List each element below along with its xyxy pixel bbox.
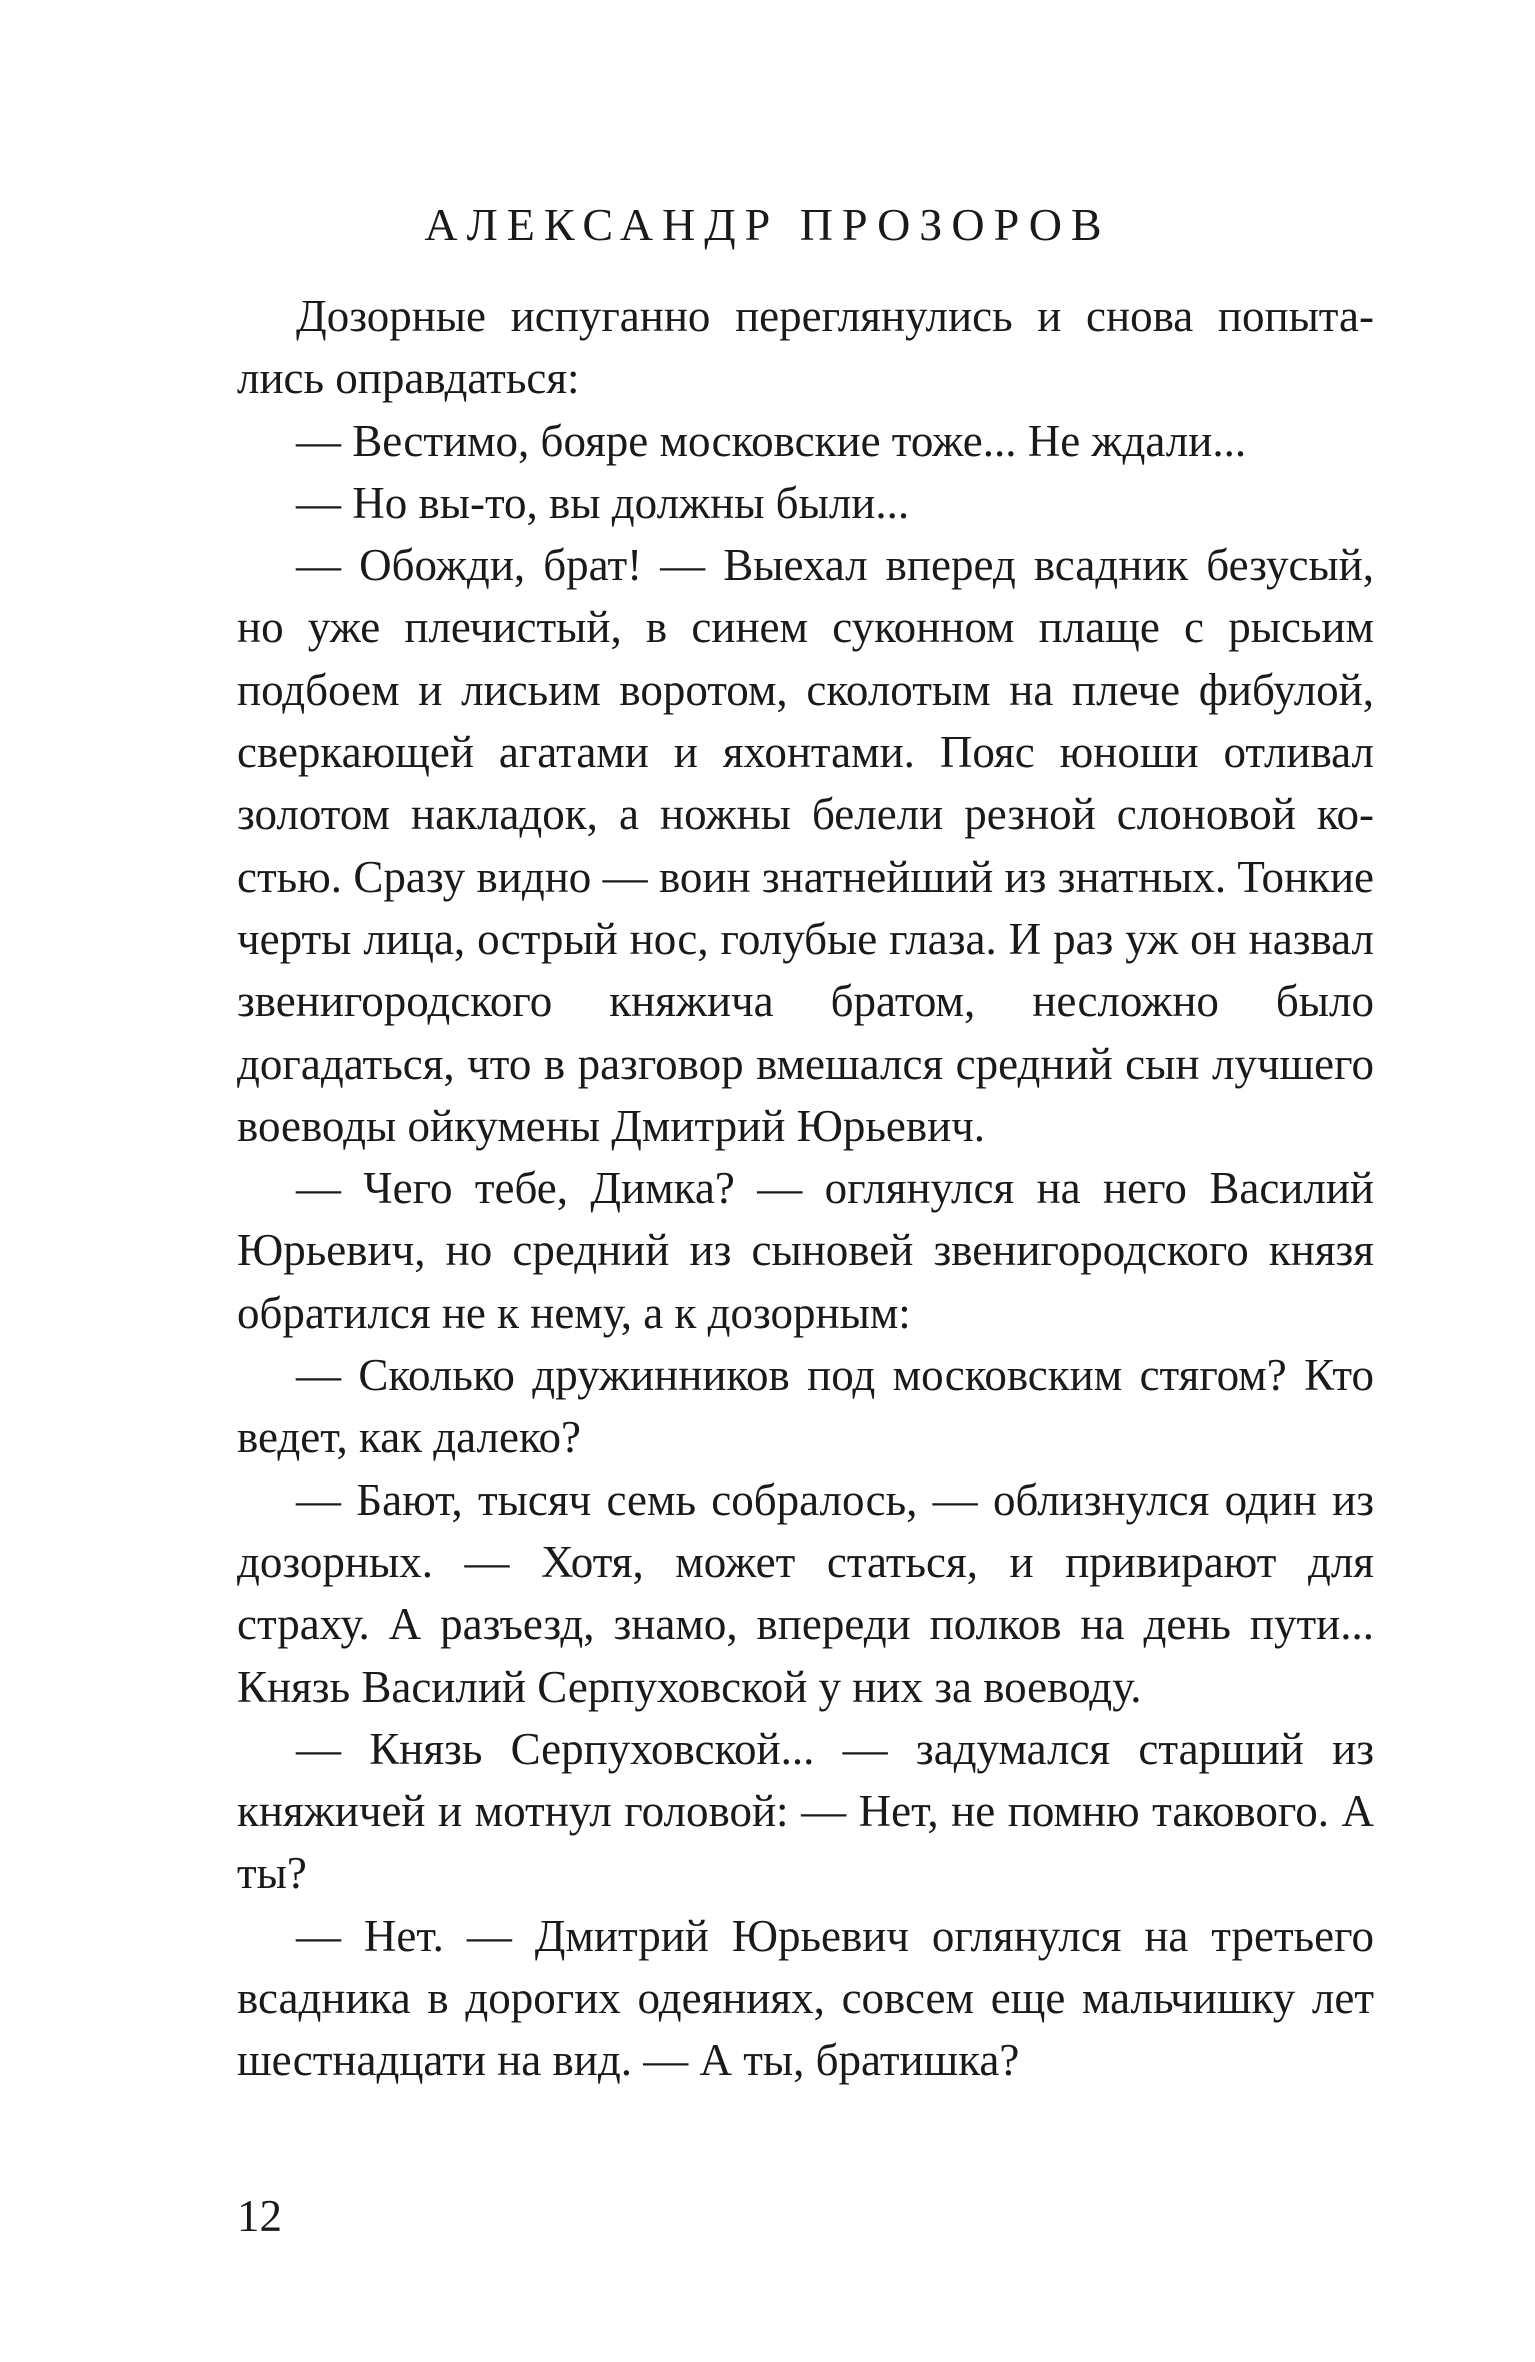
paragraph-8: — Князь Серпуховской... — задумался старший из княжичей и мотнул головой: — Нет, не помню такового. А ты? bbox=[237, 1723, 1374, 1899]
page-number: 12 bbox=[237, 2191, 282, 2241]
paragraph-7: — Бают, тысяч семь собралось, — облизнулся один из дозорных. — Хотя, может статься, и привирают для страху. А разъезд, знамо, впереди полков на день пути... Князь Василий Серпуховской у них за воеводу. bbox=[237, 1474, 1374, 1712]
paragraph-4: — Обожди, брат! — Выехал вперед всадник безусый, но уже плечистый, в синем суконном плаще с рысьим подбоем и лисьим воротом, сколотым на плече фибулой, сверкающей агатами и яхонтами. Пояс юноши отливал золотом накладок, а ножны белели резной слоновой костью. Сразу видно — воин знатнейший из знатных. Тонкие черты лица, острый нос, голубые глаза. И раз уж он назвал звенигородского княжича братом, несложно было догадаться, что в разговор вмешался средний сын лучшего воеводы ойкумены Дмитрий Юрьевич. bbox=[237, 540, 1374, 1151]
paragraph-1: Дозорные испуганно переглянулись и снова попытались оправдаться: bbox=[237, 291, 1374, 404]
paragraph-9: — Нет. — Дмитрий Юрьевич оглянулся на третьего всадника в дорогих одеяниях, совсем еще мальчишку лет шестнадцати на вид. — А ты, братишка? bbox=[237, 1910, 1374, 2086]
running-header-author: АЛЕКСАНДР ПРОЗОРОВ bbox=[424, 199, 1111, 250]
paragraph-3: — Но вы-то, вы должны были... bbox=[296, 477, 910, 528]
paragraph-5: — Чего тебе, Димка? — оглянулся на него Василий Юрьевич, но средний из сыновей звенигородского князя обратился не к нему, а к дозорным: bbox=[237, 1163, 1374, 1338]
paragraph-2: — Вестимо, бояре московские тоже... Не ждали... bbox=[296, 415, 1247, 466]
paragraph-6: — Сколько дружинников под московским стягом? Кто ведет, как далеко? bbox=[237, 1350, 1374, 1463]
body-text bbox=[237, 285, 1374, 2092]
